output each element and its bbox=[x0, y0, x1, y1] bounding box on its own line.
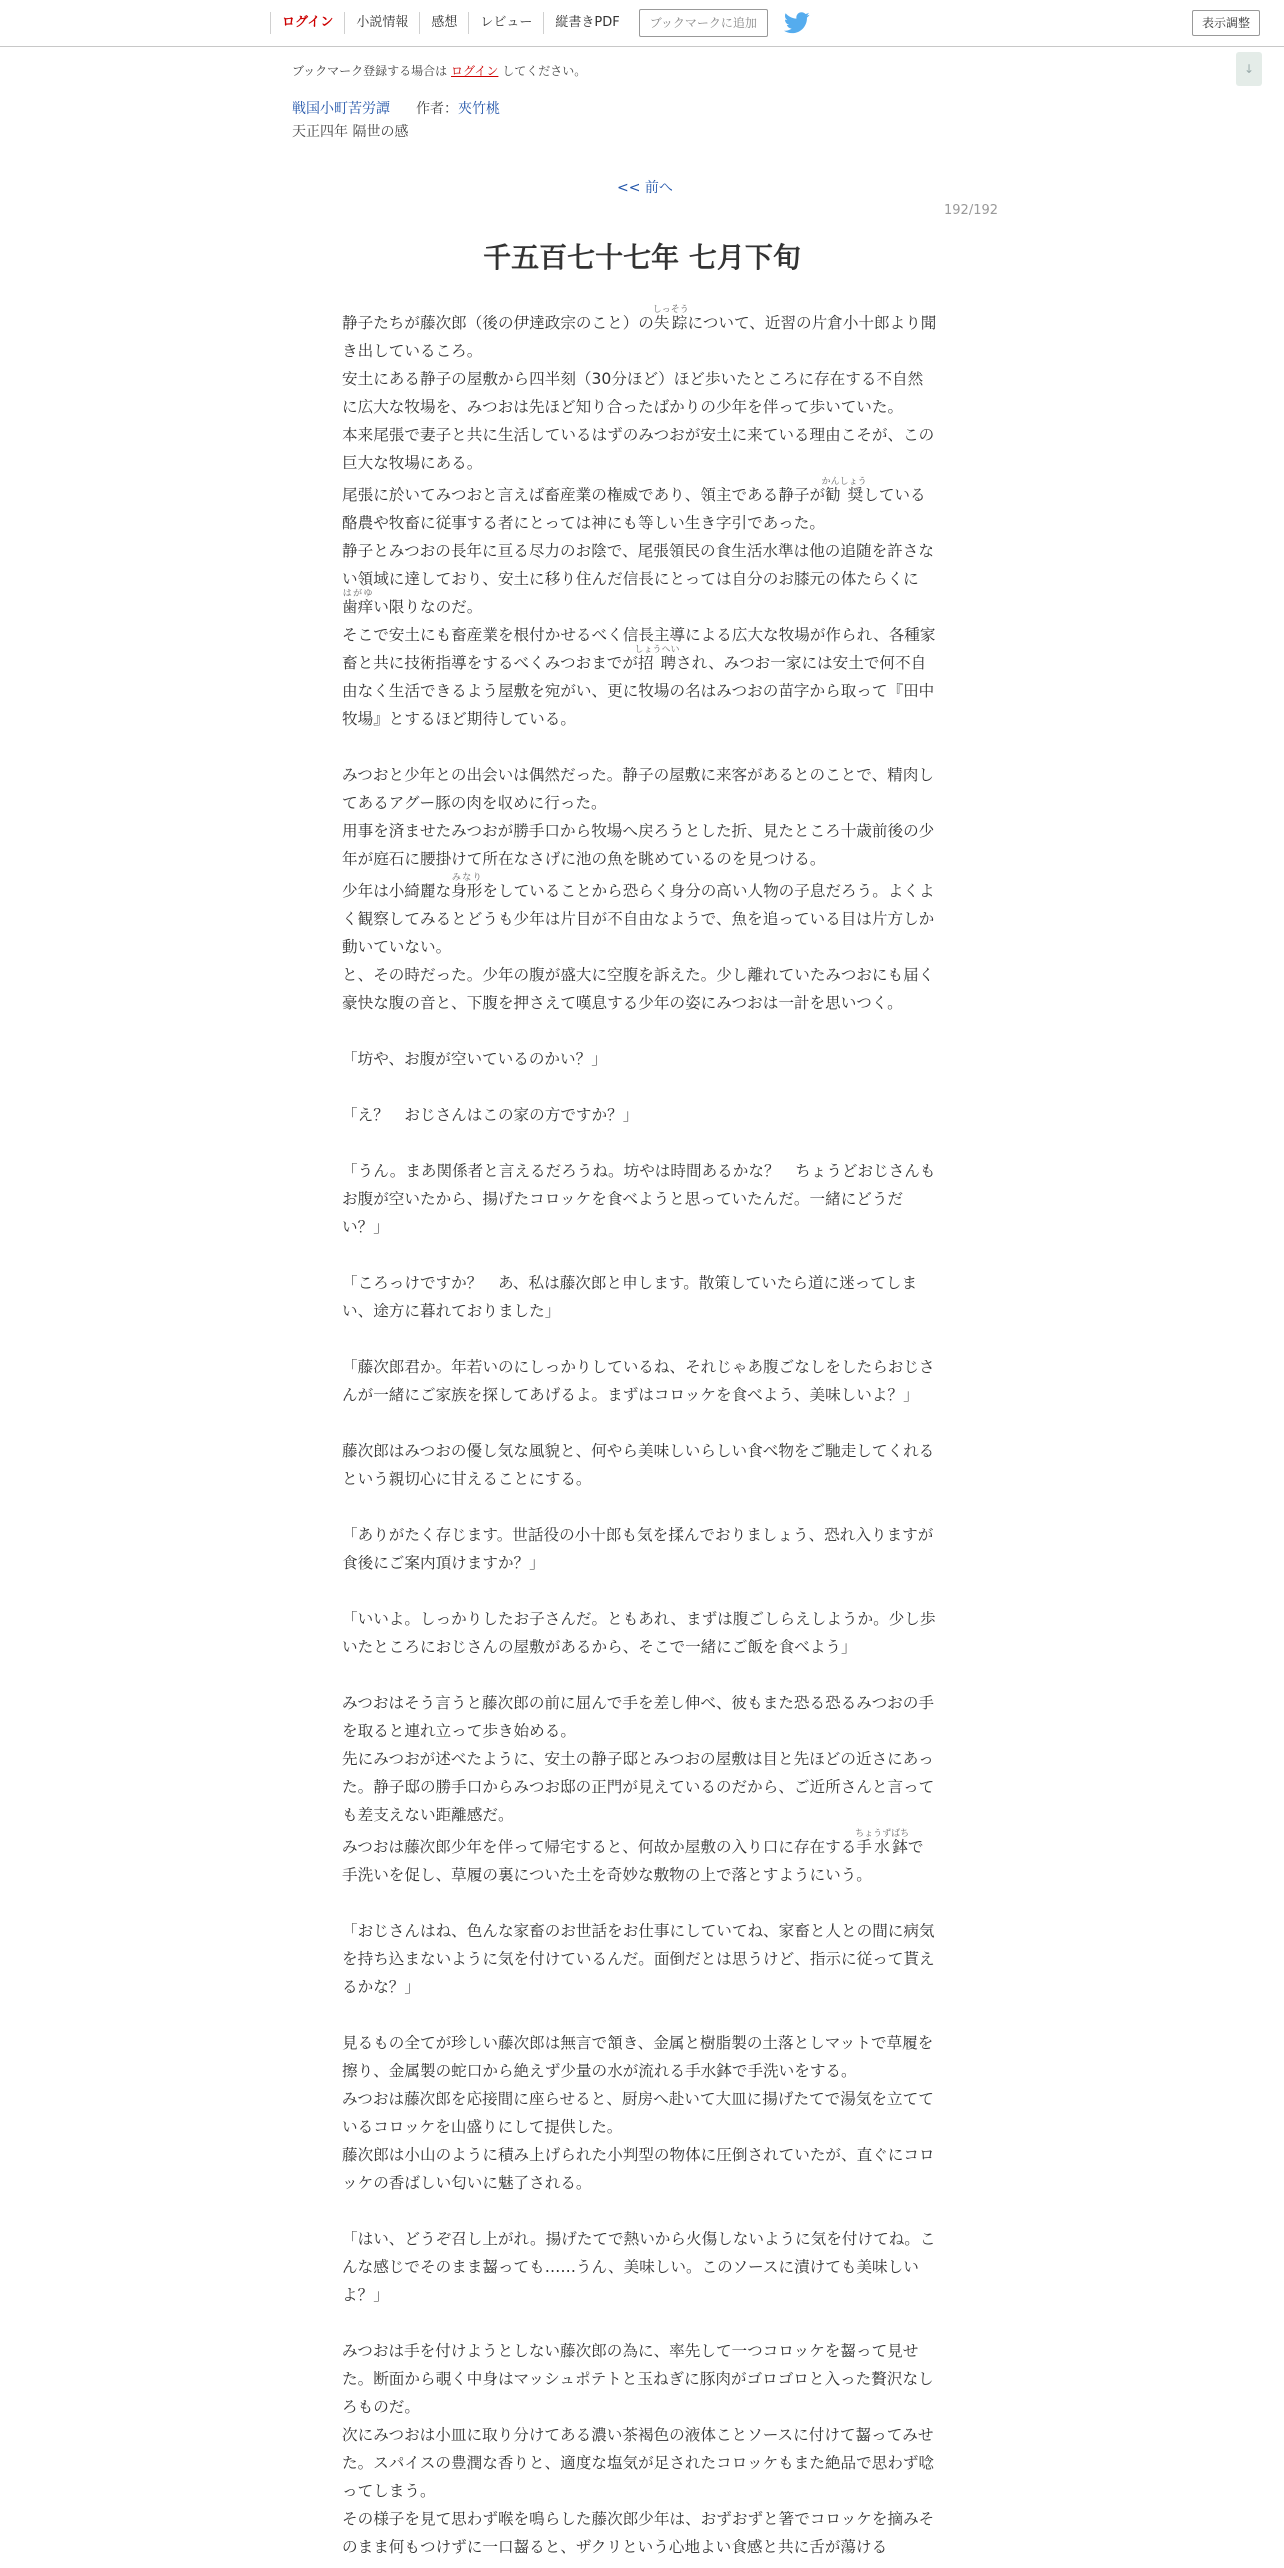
novel-paragraph: みつおは藤次郎を応接間に座らせると、厨房へ赴いて大皿に揚げたてで湯気を立てているコロッケを山盛りにして提供した。 bbox=[342, 2090, 934, 2136]
novel-paragraph: 「坊や、お腹が空いているのかい？」 bbox=[342, 1050, 607, 1068]
novel-paragraph: 静子とみつおの長年に亘る尽力のお陰で、尾張領民の食生活水準は他の追随を許さない領域に達しており、安土に移り住んだ信長にとっては自分のお膝元の体たらくに歯痒はがゆい限りなのだ。 bbox=[342, 542, 934, 616]
blank-line bbox=[342, 1661, 938, 1689]
bookmark-login-link[interactable]: ログイン bbox=[451, 64, 499, 78]
novel-paragraph: みつおは手を付けようとしない藤次郎の為に、率先して一つコロッケを齧って見せた。断面から覗く中身はマッシュポテトと玉ねぎに豚肉がゴロゴロと入った贅沢なしろものだ。 bbox=[342, 2342, 934, 2416]
bookmark-note-prefix: ブックマーク登録する場合は bbox=[292, 64, 448, 78]
chapter-title: 千五百七十七年 七月下旬 bbox=[483, 241, 801, 274]
blank-line bbox=[342, 1409, 938, 1437]
global-nav bbox=[270, 0, 810, 46]
novel-paragraph: 「ころっけですか？ あ、私は藤次郎と申します。散策していたら道に迷ってしまい、途方に暮れておりました」 bbox=[342, 1274, 918, 1320]
top-navigation-bar bbox=[0, 0, 1284, 47]
nav-login[interactable]: ログイン bbox=[270, 12, 344, 34]
novel-paragraph: 本来尾張で妻子と共に生活しているはずのみつおが安土に来ている理由こそが、この巨大な牧場にある。 bbox=[342, 426, 935, 472]
novel-paragraph: と、その時だった。少年の腹が盛大に空腹を訴えた。少し離れていたみつおにも届く豪快な腹の音と、下腹を押さえて嘆息する少年の姿にみつおは一計を思いつく。 bbox=[342, 966, 935, 1012]
novel-paragraph: 尾張に於いてみつおと言えば畜産業の権威であり、領主である静子が勧奨かんしょうしている酪農や牧畜に従事する者にとっては神にも等しい生き字引であった。 bbox=[342, 477, 926, 532]
novel-paragraph: その様子を見て思わず喉を鳴らした藤次郎少年は、おずおずと箸でコロッケを摘みそのまま何もつけずに一口齧ると、ザクリという心地よい食感と共に舌が蕩ける bbox=[342, 2510, 935, 2556]
series-title-link[interactable]: 戦国小町苦労譚 bbox=[292, 101, 390, 117]
twitter-bird-icon[interactable] bbox=[784, 12, 810, 34]
page-counter: 192/192 bbox=[944, 203, 999, 218]
blank-line bbox=[342, 1325, 938, 1353]
blank-line bbox=[342, 1241, 938, 1269]
bookmark-note-suffix: してください。 bbox=[502, 64, 587, 78]
novel-paragraph: 「はい、どうぞ召し上がれ。揚げたてで熱いから火傷しないように気を付けてね。こんな感じでそのまま齧っても……うん、美味しい。このソースに漬けても美味しいよ？」 bbox=[342, 2230, 936, 2304]
novel-paragraph: そこで安土にも畜産業を根付かせるべく信長主導による広大な牧場が作られ、各種家畜と共に技術指導をするべくみつおまでが招聘しょうへいされ、みつお一家には安土で何不自由なく生活できるよう屋敷を宛がい、更に牧場の名はみつおの苗字から取って『田中牧場』とするほど期待している。 bbox=[342, 626, 936, 728]
chapter-group-title: 天正四年 隔世の感 bbox=[292, 124, 409, 140]
novel-paragraph: 安土にある静子の屋敷から四半刻（30分ほど）ほど歩いたところに存在する不自然に広大な牧場を、みつおは先ほど知り合ったばかりの少年を伴って歩いていた。 bbox=[342, 370, 924, 416]
blank-line bbox=[342, 733, 938, 761]
blank-line bbox=[342, 1129, 938, 1157]
blank-line bbox=[342, 1073, 938, 1101]
novel-paragraph: 藤次郎はみつおの優し気な風貌と、何やら美味しいらしい食べ物をご馳走してくれるという親切心に甘えることにする。 bbox=[342, 1442, 935, 1488]
novel-paragraph: 次にみつおは小皿に取り分けてある濃い茶褐色の液体ことソースに付けて齧ってみせた。スパイスの豊潤な香りと、適度な塩気が足されたコロッケもまた絶品で思わず唸ってしまう。 bbox=[342, 2426, 935, 2500]
novel-paragraph: 先にみつおが述べたように、安土の静子邸とみつおの屋敷は目と先ほどの近さにあった。静子邸の勝手口からみつお邸の正門が見えているのだから、ご近所さんと言っても差支えない距離感だ。 bbox=[342, 1750, 935, 1824]
novel-paragraph: 「いいよ。しっかりしたお子さんだ。ともあれ、まずは腹ごしらえしようか。少し歩いたところにおじさんの屋敷があるから、そこで一緒にご飯を食べよう」 bbox=[342, 1610, 936, 1656]
blank-line bbox=[342, 2309, 938, 2337]
display-settings-button[interactable]: 表示調整 bbox=[1192, 10, 1260, 36]
novel-paragraph: 「ありがたく存じます。世話役の小十郎も気を揉んでおりましょう、恐れ入りますが食後にご案内頂けますか？」 bbox=[342, 1526, 934, 1572]
novel-paragraph: 藤次郎は小山のように積み上げられた小判型の物体に圧倒されていたが、直ぐにコロッケの香ばしい匂いに魅了される。 bbox=[342, 2146, 935, 2192]
nav-vertical-pdf[interactable]: 縦書きPDF bbox=[543, 12, 630, 34]
add-bookmark-button[interactable]: ブックマークに追加 bbox=[639, 9, 768, 37]
novel-paragraph: みつおはそう言うと藤次郎の前に屈んで手を差し伸べ、彼もまた恐る恐るみつおの手を取ると連れ立って歩き始める。 bbox=[342, 1694, 934, 1740]
novel-paragraph: 少年は小綺麗な身形みなりをしていることから恐らく身分の高い人物の子息だろう。よくよく観察してみるとどうも少年は片目が不自由なようで、魚を追っている目は片方しか動いていない。 bbox=[342, 873, 935, 956]
novel-paragraph: 「藤次郎君か。年若いのにしっかりしているね、それじゃあ腹ごなしをしたらおじさんが一緒にご家族を探してあげるよ。まずはコロッケを食べよう、美味しいよ？」 bbox=[342, 1358, 935, 1404]
blank-line bbox=[342, 1889, 938, 1917]
novel-paragraph: 「おじさんはね、色んな家畜のお世話をお仕事にしていてね、家畜と人との間に病気を持ち込まないように気を付けているんだ。面倒だとは思うけど、指示に従って貰えるかな？」 bbox=[342, 1922, 935, 1996]
blank-line bbox=[342, 2197, 938, 2225]
novel-paragraph: 「え？ おじさんはこの家の方ですか？」 bbox=[342, 1106, 639, 1124]
novel-info-line bbox=[292, 98, 500, 118]
nav-novel-info[interactable]: 小説情報 bbox=[344, 12, 419, 34]
novel-paragraph: 静子たちが藤次郎（後の伊達政宗のこと）の失踪しっそうについて、近習の片倉小十郎より聞き出しているころ。 bbox=[342, 305, 937, 360]
author-link[interactable]: 夾竹桃 bbox=[458, 101, 500, 117]
nav-review[interactable]: レビュー bbox=[468, 12, 543, 34]
novel-paragraph: 「うん。まあ関係者と言えるだろうね。坊やは時間あるかな？ ちょうどおじさんもお腹が空いたから、揚げたコロッケを食べようと思っていたんだ。一緒にどうだい？」 bbox=[342, 1162, 936, 1236]
blank-line bbox=[342, 1577, 938, 1605]
novel-paragraph: みつおは藤次郎少年を伴って帰宅すると、何故か屋敷の入り口に存在する手水鉢ちょうずばちで手洗いを促し、草履の裏についた土を奇妙な敷物の上で落とすようにいう。 bbox=[342, 1829, 924, 1884]
novel-paragraph: 見るもの全てが珍しい藤次郎は無言で頷き、金属と樹脂製の土落としマットで草履を擦り、金属製の蛇口から絶えず少量の水が流れる手水鉢で手洗いをする。 bbox=[342, 2034, 934, 2080]
blank-line bbox=[342, 2001, 938, 2029]
nav-impressions[interactable]: 感想 bbox=[419, 12, 468, 34]
novel-paragraph: みつおと少年との出会いは偶然だった。静子の屋敷に来客があるとのことで、精肉してあるアグー豚の肉を収めに行った。 bbox=[342, 766, 934, 812]
novel-body bbox=[342, 305, 938, 2561]
scroll-down-button[interactable]: ↓ bbox=[1236, 52, 1262, 86]
blank-line bbox=[342, 1493, 938, 1521]
blank-line bbox=[342, 1017, 938, 1045]
author-label: 作者： bbox=[416, 101, 458, 117]
bookmark-login-note bbox=[292, 62, 586, 79]
novel-paragraph: 用事を済ませたみつおが勝手口から牧場へ戻ろうとした折、見たところ十歳前後の少年が庭石に腰掛けて所在なさげに池の魚を眺めているのを見つける。 bbox=[342, 822, 935, 868]
previous-page-link[interactable]: << 前へ bbox=[617, 180, 673, 196]
